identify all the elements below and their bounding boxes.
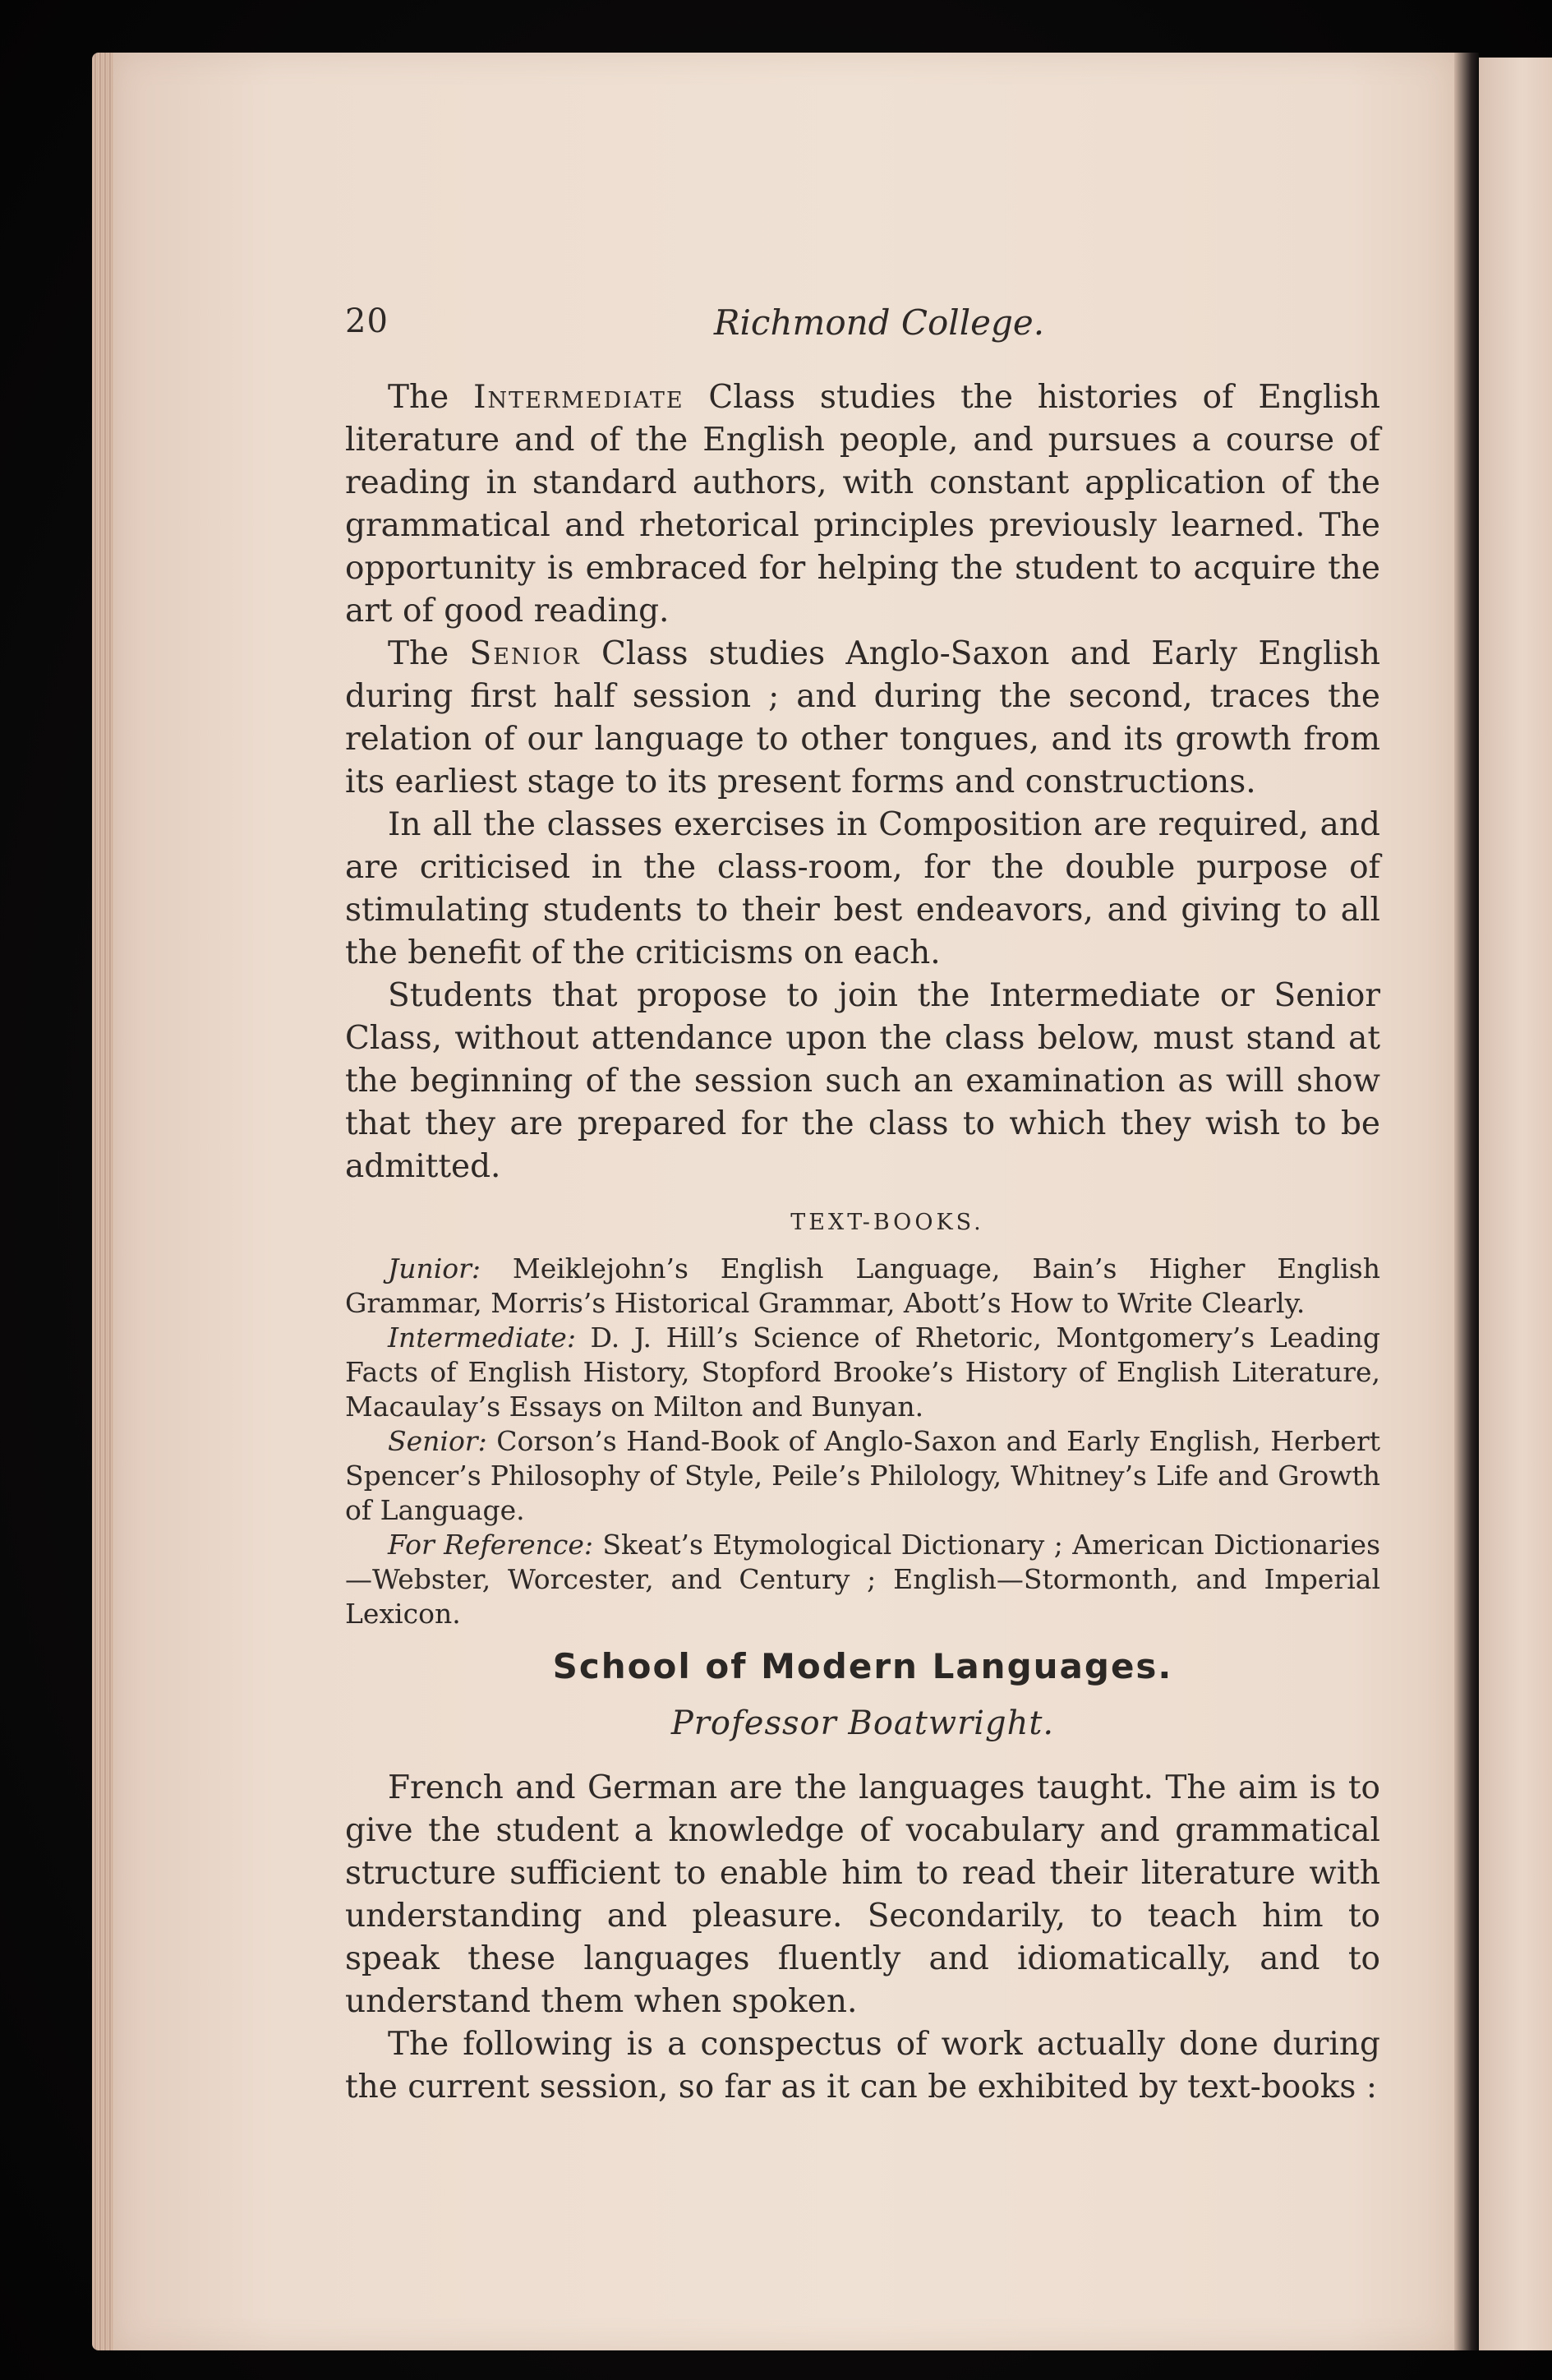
paragraph-conspectus: The following is a conspectus of work actually done during the current session, so far as it can be exhibited by text-books : [345, 2026, 1380, 2106]
paragraph-text: Class studies Anglo-Saxon and Early English during first half session ; and during the second, traces the relation of our language to other tongues, and its growth from its earliest stage to its present forms and constructions. [345, 635, 1380, 800]
page-header [345, 302, 1380, 353]
textbook-list: Skeat’s Etymological Dictionary ; American Dictionaries—Webster, Worcester, and Century ; English—Stormonth, and Imperial Lexicon. [345, 1529, 1381, 1630]
class-name-senior: Senior [469, 635, 581, 672]
paragraph-senior [345, 633, 1380, 804]
textbook-entry-reference [345, 1528, 1380, 1631]
book-gutter [1454, 53, 1479, 2350]
paragraph-languages-aim: French and German are the languages taught. The aim is to give the student a knowledge of vocabulary and grammatical structure sufficient to enable him to read their literature with understanding and pleasure. Secondarily, to teach him to speak these languages fluently and idiomatically, and to understand them when spoken. [345, 1769, 1380, 2020]
section-title-modern-languages: School of Modern Languages. [552, 1646, 1173, 1686]
paragraph-text: Class studies the histories of English literature and of the English people, and pursues a course of reading in standard authors, with constant application of the grammatical and rhetorical principles previously learned. The opportunity is embraced for helping the student to acquire the art of good reading. [345, 379, 1381, 630]
textbook-entry-senior [345, 1424, 1380, 1528]
textbook-label: Senior: [388, 1425, 487, 1457]
textbook-label: Junior: [388, 1252, 481, 1285]
textbook-entry-junior [345, 1252, 1380, 1321]
paragraph-composition: In all the classes exercises in Composition are required, and are criticised in the class-room, for the double purpose of stimulating students to their best endeavors, and giving to all the benefit of the criticisms on each. [345, 806, 1380, 971]
paragraph-lead: The [388, 635, 470, 672]
facing-page-edge [1479, 58, 1552, 2350]
textbook-list: Meiklejohn’s English Language, Bain’s Higher English Grammar, Morris’s Historical Grammar, Abott’s How to Write Clearly. [345, 1252, 1380, 1319]
professor-name: Professor Boatwright. [670, 1704, 1055, 1742]
page-number: 20 [345, 302, 389, 340]
textbook-list: D. J. Hill’s Science of Rhetoric, Montgomery’s Leading Facts of English History, Stopford Brooke’s History of English Literature, Macaulay’s Essays on Milton and Bunyan. [345, 1321, 1380, 1423]
textbooks-heading: TEXT-BOOKS. [790, 1210, 984, 1235]
textbook-entry-intermediate [345, 1321, 1380, 1424]
textbook-label: Intermediate: [388, 1321, 576, 1354]
running-head: Richmond College. [713, 302, 1045, 343]
class-name-intermediate: Intermediate [473, 379, 684, 416]
paragraph-lead: The [388, 379, 474, 416]
paragraph-intermediate [345, 376, 1380, 633]
textbook-label: For Reference: [388, 1529, 593, 1561]
textbook-list: Corson’s Hand-Book of Anglo-Saxon and Early English, Herbert Spencer’s Philosophy of Style, Peile’s Philology, Whitney’s Life and Growth of Language. [345, 1425, 1380, 1526]
paragraph-admission: Students that propose to join the Intermediate or Senior Class, without attendance upon the class below, must stand at the beginning of the session such an examination as will show that they are prepared for the class to which they wish to be admitted. [345, 977, 1380, 1185]
page-content [345, 302, 1380, 2109]
